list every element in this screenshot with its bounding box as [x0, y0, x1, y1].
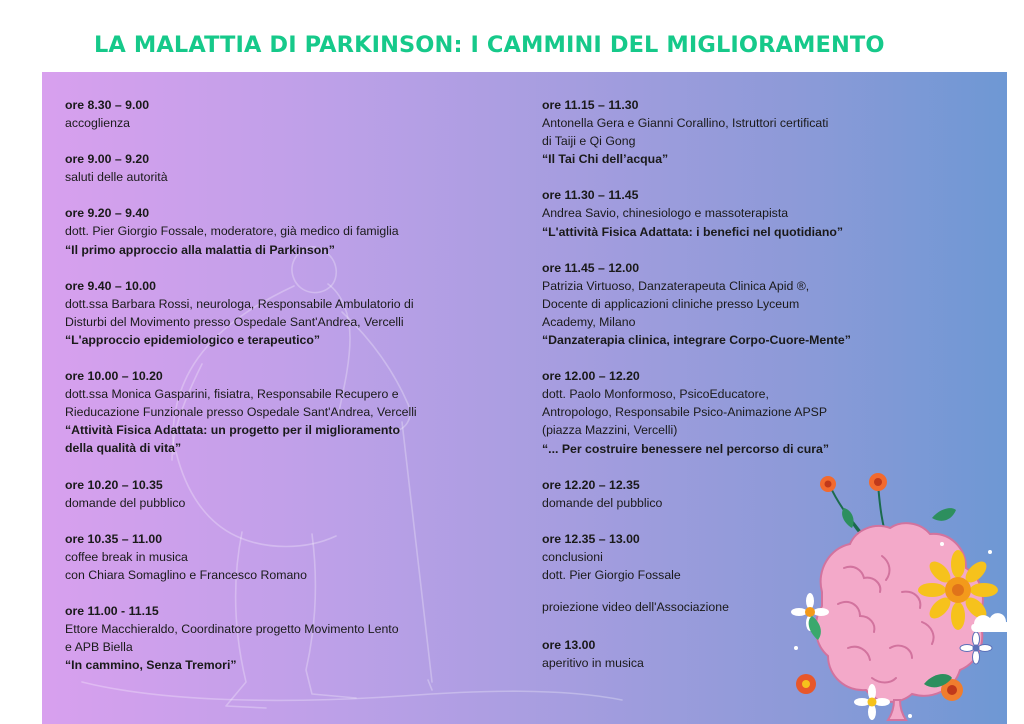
session-time: ore 10.35 – 11.00 [65, 531, 163, 546]
session-description: conclusioni [542, 549, 603, 564]
session-description: domande del pubblico [65, 495, 186, 510]
session-time: ore 13.00 [542, 638, 596, 653]
session-speaker: Ettore Macchieraldo, Coordinatore progetto Movimento Lento [65, 622, 399, 637]
session-speaker: e APB Biella [65, 640, 133, 655]
session-description: saluti delle autorità [65, 170, 168, 185]
session-item [65, 204, 505, 258]
session-speaker: dott. Pier Giorgio Fossale, moderatore, già medico di famiglia [65, 224, 399, 239]
session-speaker: dott. Paolo Monformoso, PsicoEducatore, [542, 387, 769, 402]
session-time: ore 10.00 – 10.20 [65, 369, 163, 384]
session-speaker: Academy, Milano [542, 314, 636, 329]
session-time: ore 12.00 – 12.20 [542, 369, 640, 384]
session-speaker: di Taiji e Qi Gong [542, 134, 636, 149]
session-talk-title: “Attività Fisica Adattata: un progetto per il miglioramento [65, 423, 401, 438]
session-talk-title: “... Per costruire benessere nel percorso di cura” [542, 441, 830, 456]
session-speaker: Disturbi del Movimento presso Ospedale Sant'Andrea, Vercelli [65, 314, 404, 329]
session-description: proiezione video dell'Associazione [542, 600, 729, 615]
session-talk-title: “Il primo approccio alla malattia di Parkinson” [65, 242, 335, 257]
session-speaker: Antonella Gera e Gianni Corallino, Istruttori certificati [542, 116, 829, 131]
session-time: ore 11.15 – 11.30 [542, 98, 639, 112]
session-item [542, 186, 902, 240]
session-time: ore 11.00 - 11.15 [65, 603, 159, 618]
session-item [65, 96, 505, 132]
session-description: coffee break in musica [65, 549, 188, 564]
session-time: ore 8.30 – 9.00 [65, 98, 150, 112]
brain-flowers-illustration [782, 472, 1007, 722]
session-description: aperitivo in musica [542, 656, 644, 671]
session-time: ore 11.30 – 11.45 [542, 188, 639, 203]
session-description: con Chiara Somaglino e Francesco Romano [65, 567, 307, 582]
session-item [542, 96, 902, 168]
schedule-left-column [65, 96, 505, 692]
session-time: ore 12.35 – 13.00 [542, 531, 640, 546]
session-item [65, 277, 505, 349]
session-item [65, 476, 505, 512]
session-speaker: Patrizia Virtuoso, Danzaterapeuta Clinica Apid ®, [542, 278, 810, 293]
session-speaker: Rieducazione Funzionale presso Ospedale Sant'Andrea, Vercelli [65, 405, 417, 420]
session-item [65, 602, 505, 674]
session-speaker: Andrea Savio, chinesiologo e massoterapista [542, 206, 789, 221]
session-time: ore 11.45 – 12.00 [542, 260, 640, 275]
session-talk-title: “Danzaterapia clinica, integrare Corpo-Cuore-Mente” [542, 333, 851, 348]
session-item [542, 259, 902, 349]
session-item [542, 367, 902, 457]
session-item [65, 367, 505, 457]
session-description: dott. Pier Giorgio Fossale [542, 567, 681, 582]
session-time: ore 12.20 – 12.35 [542, 477, 640, 492]
page-title: LA MALATTIA DI PARKINSON: I CAMMINI DEL MIGLIORAMENTO [94, 32, 885, 58]
session-time: ore 9.40 – 10.00 [65, 278, 156, 293]
program-panel [42, 72, 1007, 724]
session-talk-title: “In cammino, Senza Tremori” [65, 658, 237, 673]
session-talk-title: “L'attività Fisica Adattata: i benefici nel quotidiano” [542, 224, 844, 239]
session-time: ore 9.20 – 9.40 [65, 206, 150, 221]
session-description: domande del pubblico [542, 495, 663, 510]
session-item [65, 150, 505, 186]
session-talk-title: della qualità di vita” [65, 441, 182, 456]
session-speaker: (piazza Mazzini, Vercelli) [542, 423, 678, 438]
session-speaker: dott.ssa Barbara Rossi, neurologa, Responsabile Ambulatorio di [65, 296, 414, 311]
session-time: ore 9.00 – 9.20 [65, 152, 150, 167]
session-speaker: Antropologo, Responsabile Psico-Animazione APSP [542, 405, 828, 420]
session-speaker: dott.ssa Monica Gasparini, fisiatra, Responsabile Recupero e [65, 387, 399, 402]
session-talk-title: “L'approccio epidemiologico e terapeutico” [65, 332, 321, 347]
session-speaker: Docente di applicazioni cliniche presso Lyceum [542, 296, 800, 311]
session-time: ore 10.20 – 10.35 [65, 477, 163, 492]
session-item [65, 530, 505, 584]
session-talk-title: “Il Tai Chi dell’acqua” [542, 152, 669, 167]
session-description: accoglienza [65, 116, 130, 131]
